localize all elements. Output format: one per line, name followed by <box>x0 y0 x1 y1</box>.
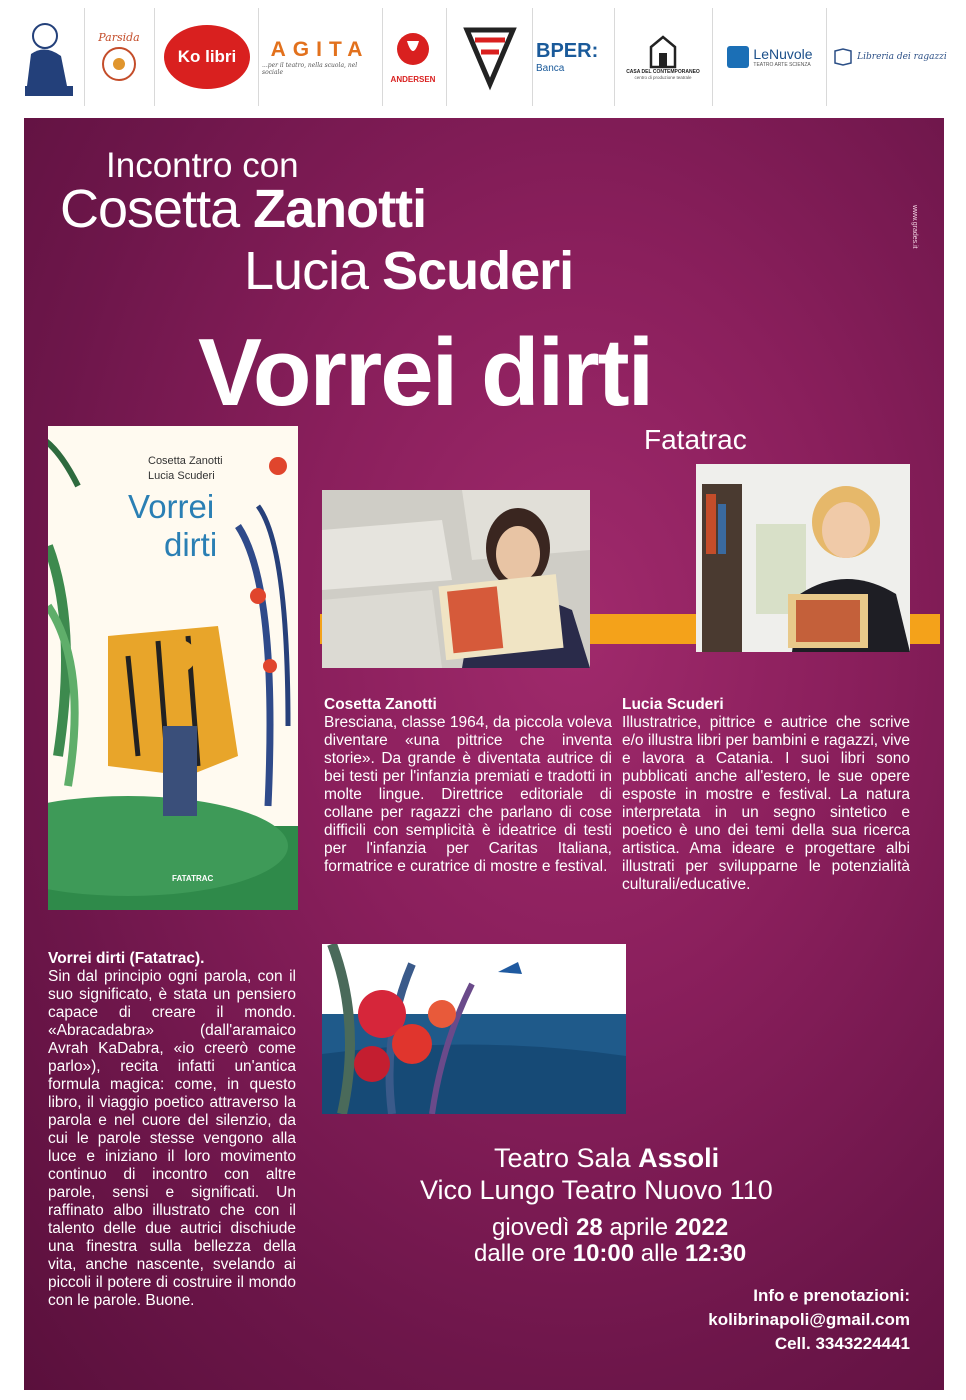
author2-bio-name: Lucia Scuderi <box>622 696 724 713</box>
book-illustration <box>322 944 626 1114</box>
intro-text: Incontro con <box>106 146 299 185</box>
kolibri-logo: Ko libri <box>160 8 254 106</box>
author2-bio <box>622 696 910 894</box>
synopsis-text: Sin dal principio ogni parola, con il suo significato, è stata un pensiero capace di creare il mondo. «Abracadabra» (dall'aramaico Avrah KaDabra, «io creerò come parlo»), recita infatti un'antica formula magica: come, in questo libro, il viaggio poetico attraverso la parola e nel cuore del silenzio, da cui le parole stesse vengono alla luce e iniziano il loro movimento continuo di incontro con altre parole, sensi e significati. Un raffinato albo illustrato che con il talento delle due autrici dischiude una finestra sulla bellezza della vita, anche nascente, svelando ai piccoli il potere di costruire il mondo con le parole. Buone. <box>48 968 296 1309</box>
bper-logo: BPER: Banca <box>536 40 599 74</box>
cover-title: Vorrei dirti <box>128 488 218 563</box>
author1-heading: Cosetta Zanotti <box>60 179 427 239</box>
contact-info <box>560 1284 910 1356</box>
partner-logo-parsida: Parsida <box>88 8 150 106</box>
logo-divider <box>826 8 827 106</box>
info-email[interactable]: kolibrinapoli@gmail.com <box>708 1310 910 1329</box>
side-credit: www.grades.it <box>911 205 918 249</box>
logo-divider <box>154 8 155 106</box>
partner-logo-1 <box>18 8 80 106</box>
author1-bio <box>324 696 612 876</box>
logo-divider <box>446 8 447 106</box>
venue-name: Teatro Sala Assoli <box>494 1143 720 1173</box>
logo-divider <box>84 8 85 106</box>
logo-divider <box>712 8 713 106</box>
book-cover <box>48 426 298 910</box>
author1-photo <box>322 490 590 668</box>
casa-contemporaneo-logo: CASA DEL CONTEMPORANEO centro di produzione teatrale <box>620 8 706 106</box>
venue-address: Vico Lungo Teatro Nuovo 110 <box>420 1175 773 1205</box>
logo-divider <box>614 8 615 106</box>
info-phone[interactable]: Cell. 3343224441 <box>774 1334 910 1353</box>
author2-heading: Lucia Scuderi <box>244 241 574 301</box>
libreria-logo: Libreria dei ragazzi <box>832 8 948 106</box>
cover-publisher: FATATRAC <box>172 874 214 883</box>
book-synopsis <box>48 950 296 1310</box>
event-date: giovedì 28 aprile 2022 <box>492 1214 729 1241</box>
logo-divider <box>532 8 533 106</box>
logo-divider <box>382 8 383 106</box>
lenuvole-logo: LeNuvole TEATRO ARTE SCIENZA <box>718 8 822 106</box>
author2-photo <box>696 464 910 652</box>
partner-logo-f <box>452 8 528 106</box>
book-title: Vorrei dirti <box>198 319 653 426</box>
synopsis-heading: Vorrei dirti (Fatatrac). <box>48 950 205 967</box>
author1-bio-name: Cosetta Zanotti <box>324 696 437 713</box>
author1-bio-text: Bresciana, classe 1964, da piccola voleva diventare «una pittrice che inventa storie». Da grande è diventata autrice di bei testi per l'infanzia premiati e tradotti in molte lingue. Direttrice editoriale di collane per ragazzi che parlano di cose difficili con semplicità è ideatrice di testi per l'infanzia per Caritas Italiana, formatrice e curatrice di mostre e festival. <box>324 714 612 875</box>
agita-logo: AGITA ...per il teatro, nella scuola, nel sociale <box>262 38 370 76</box>
author2-bio-text: Illustratrice, pittrice e autrice che scrive e/o illustra libri per bambini e ragazzi, vive e lavora a Catania. I suoi libri sono pubblicati anche all'estero, le sue opere esposte in mostre e festival. La natura interpretata in un segno sintetico e poetico è uno dei temi della sua ricerca artistica. Ama ideare e progettare albi illustrati per svilupparne le potenzialità culturali/educative. <box>622 714 910 893</box>
info-heading: Info e prenotazioni: <box>753 1286 910 1305</box>
publisher: Fatatrac <box>644 424 747 455</box>
andersen-logo: ANDERSEN <box>386 8 440 106</box>
event-time: dalle ore 10:00 alle 12:30 <box>474 1240 747 1267</box>
logo-divider <box>258 8 259 106</box>
partner-logo-bar <box>0 0 966 112</box>
cover-authors: Cosetta Zanotti Lucia Scuderi <box>148 455 223 482</box>
